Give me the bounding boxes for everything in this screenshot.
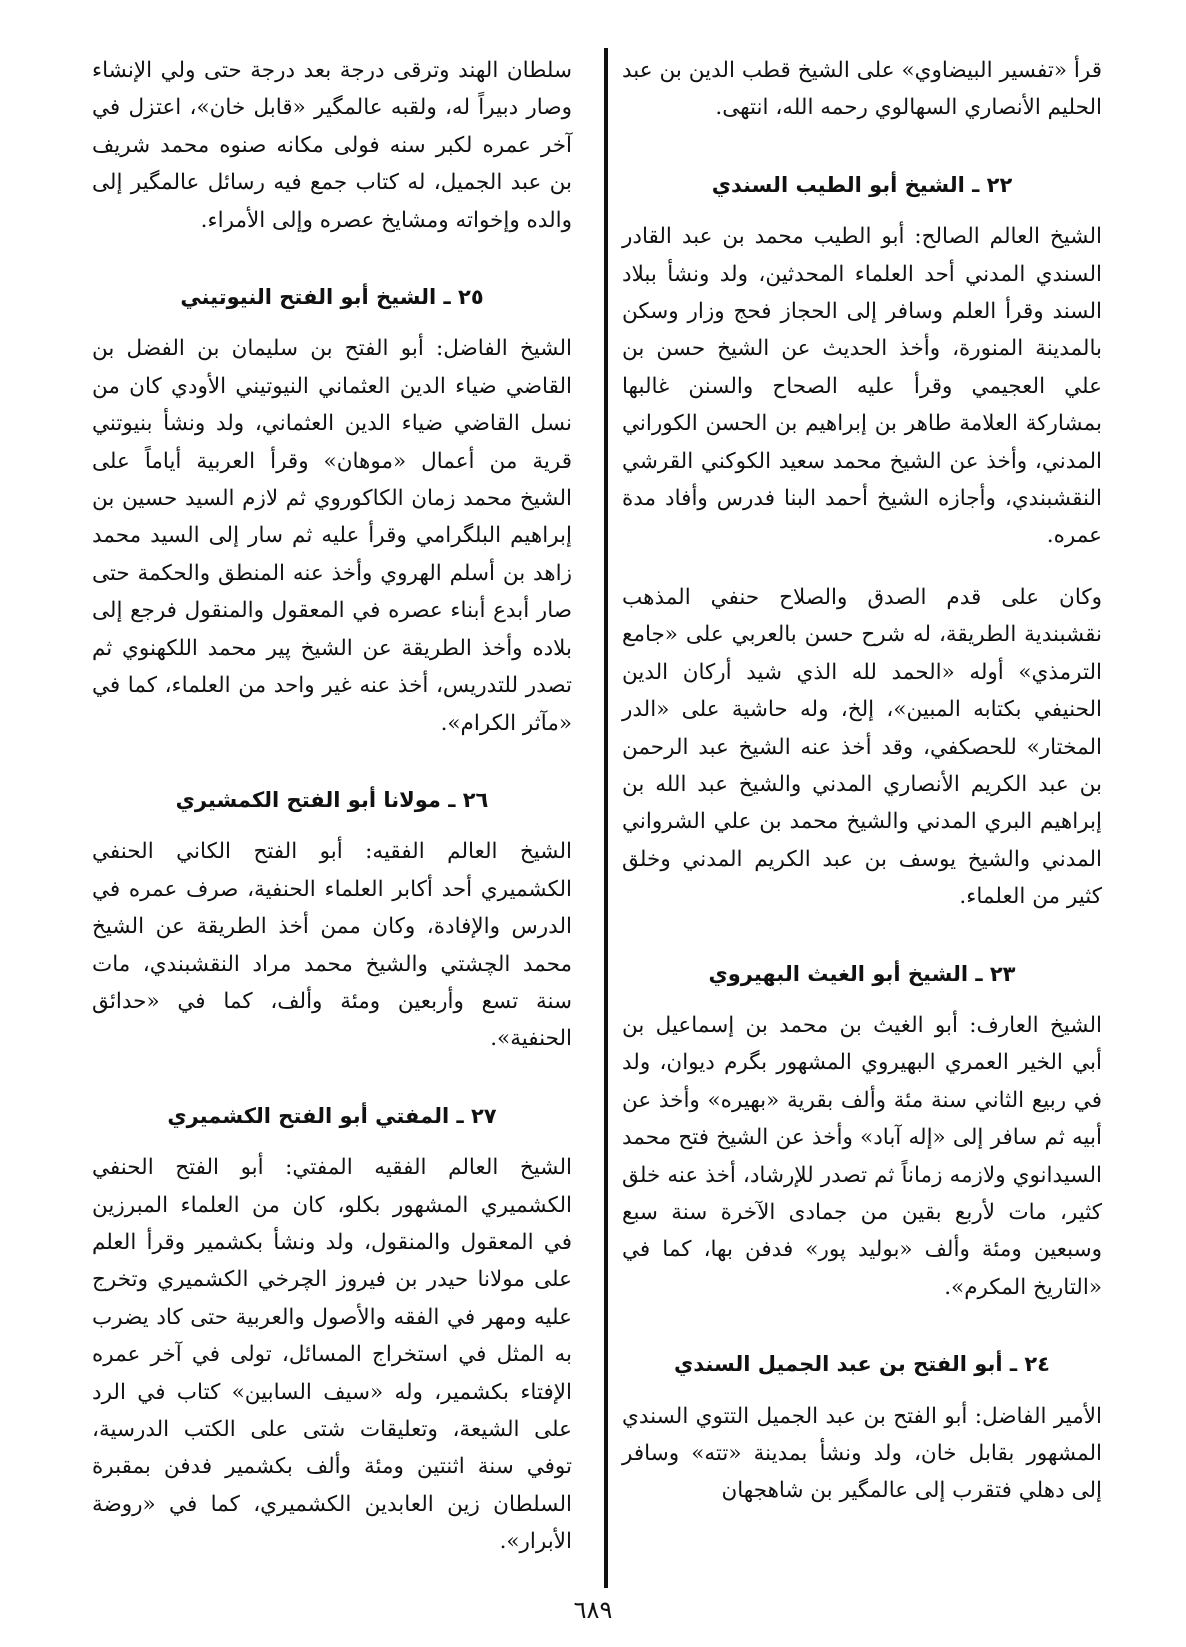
section-23-title: ٢٣ ـ الشيخ أبو الغيث البهيروي <box>708 961 1016 986</box>
section-27-title: ٢٧ ـ المفتي أبو الفتح الكشميري <box>167 1103 497 1128</box>
section-24-title: ٢٤ ـ أبو الفتح بن عبد الجميل السندي <box>674 1352 1050 1377</box>
left-column <box>92 52 572 1561</box>
section-24-paragraph-1: الأمير الفاضل: أبو الفتح بن عبد الجميل التتوي السندي المشهور بقابل خان، ولد ونشأ بمدينة «تته» وسافر إلى دهلي فتقرب إلى عالمگير بن شاهجهان <box>622 1403 1102 1504</box>
column-divider <box>604 48 608 1588</box>
section-27-paragraph-1: الشيخ العالم الفقيه المفتي: أبو الفتح الحنفي الكشميري المشهور بكلو، كان من العلماء المبرزين في المعقول والمنقول، ولد ونشأ بكشمير وقرأ العلم على مولانا حيدر بن فيروز الچرخي الكشميري وتخرج عليه ومهر في الفقه والأصول والعربية حتى كاد يضرب به المثل في استخراج المسائل، تولى في آخر عمره الإفتاء بكشمير، وله «سيف السابين» كتاب في الرد على الشيعة، وتعليقات شتى على الكتب الدرسية، توفي سنة اثنتين ومئة وألف بكشمير فدفن بمقبرة السلطان زين العابدين الكشميري، كما في «روضة الأبرار». <box>92 1155 572 1555</box>
section-25-paragraph-1: الشيخ الفاضل: أبو الفتح بن سليمان بن الفضل بن القاضي ضياء الدين العثماني النيوتيني الأودي كان من نسل القاضي ضياء الدين العثماني، ولد ونشأ بنيوتني قرية من أعمال «موهان» وقرأ العربية أياماً على الشيخ محمد زمان الكاكوروي ثم لازم السيد حسين بن إبراهيم البلگرامي وقرأ عليه ثم سار إلى السيد محمد زاهد بن أسلم الهروي وأخذ عنه المنطق والحكمة حتى صار أبدع أبناء عصره في المعقول والمنقول فرجع إلى بلاده وأخذ الطريقة عن الشيخ پير محمد اللكهنوي ثم تصدر للتدريس، أخذ عنه غير واحد من العلماء، كما في «مآثر الكرام». <box>92 336 572 736</box>
section-22-paragraph-1: الشيخ العالم الصالح: أبو الطيب محمد بن عبد القادر السندي المدني أحد العلماء المحدثين، ولد ونشأ ببلاد السند وقرأ العلم وسافر إلى الحجاز فحج وزار وسكن بالمدينة المنورة، وأخذ الحديث عن الشيخ حسن بن علي العجيمي وقرأ عليه الصحاح والسنن غالبها بمشاركة العلامة طاهر بن إبراهيم بن الحسن الكوراني المدني، وأخذ عن الشيخ محمد سعيد الكوكني القرشي النقشبندي، وأجازه الشيخ أحمد البنا فدرس وأفاد مدة عمره. <box>622 224 1102 549</box>
section-26-paragraph-1: الشيخ العالم الفقيه: أبو الفتح الكاني الحنفي الكشميري أحد أكابر العلماء الحنفية، صرف عمره في الدرس والإفادة، وكان ممن أخذ الطريقة عن الشيخ محمد الچشتي والشيخ محمد مراد النقشبندي، مات سنة تسع وأربعين ومئة وألف، كما في «حدائق الحنفية». <box>92 839 572 1052</box>
section-26-title: ٢٦ ـ مولانا أبو الفتح الكمشيري <box>175 787 489 812</box>
intro-paragraph: قرأ «تفسير البيضاوي» على الشيخ قطب الدين بن عبد الحليم الأنصاري السهالوي رحمه الله، انتهى. <box>622 58 1102 121</box>
section-22-paragraph-2: وكان على قدم الصدق والصلاح حنفي المذهب نقشبندية الطريقة، له شرح حسن بالعربي على «جامع الترمذي» أوله «الحمد لله الذي شيد أركان الدين الحنيفي بكتابه المبين»، إلخ، وله حاشية على «الدر المختار» للحصكفي، وقد أخذ عنه الشيخ عبد الرحمن بن عبد الكريم الأنصاري المدني والشيخ عبد الله بن إبراهيم البري المدني والشيخ محمد بن علي الشرواني المدني والشيخ يوسف بن عبد الكريم المدني وخلق كثير من العلماء. <box>622 584 1102 910</box>
section-25-title: ٢٥ ـ الشيخ أبو الفتح النيوتيني <box>180 285 484 310</box>
section-23-paragraph-1: الشيخ العارف: أبو الغيث بن محمد بن إسماعيل بن أبي الخير العمري البهيروي المشهور بگرم ديوان، ولد في ربيع الثاني سنة مئة وألف بقرية «بهيره» وأخذ عن أبيه ثم سافر إلى «إله آباد» وأخذ عن الشيخ فتح محمد السيدانوي ولازمه زماناً ثم تصدر للإرشاد، أخذ عنه خلق كثير، مات لأربع بقين من جمادى الآخرة سنة سبع وسبعين ومئة وألف «بوليد پور» فدفن بها، كما في «التاريخ المكرم». <box>622 1012 1102 1300</box>
right-column <box>622 52 1102 1510</box>
page-number: ٦٨٩ <box>573 1596 613 1624</box>
section-24-continuation: سلطان الهند وترقى درجة بعد درجة حتى ولي الإنشاء وصار دبيراً له، ولقبه عالمگير «قابل خان»، اعتزل في آخر عمره لكبر سنه فولى مكانه صنوه محمد شريف بن عبد الجميل، له كتاب جمع فيه رسائل عالمگير إلى والده وإخواته ومشايخ عصره وإلى الأمراء. <box>92 58 572 233</box>
section-22-title: ٢٢ ـ الشيخ أبو الطيب السندي <box>711 172 1013 197</box>
